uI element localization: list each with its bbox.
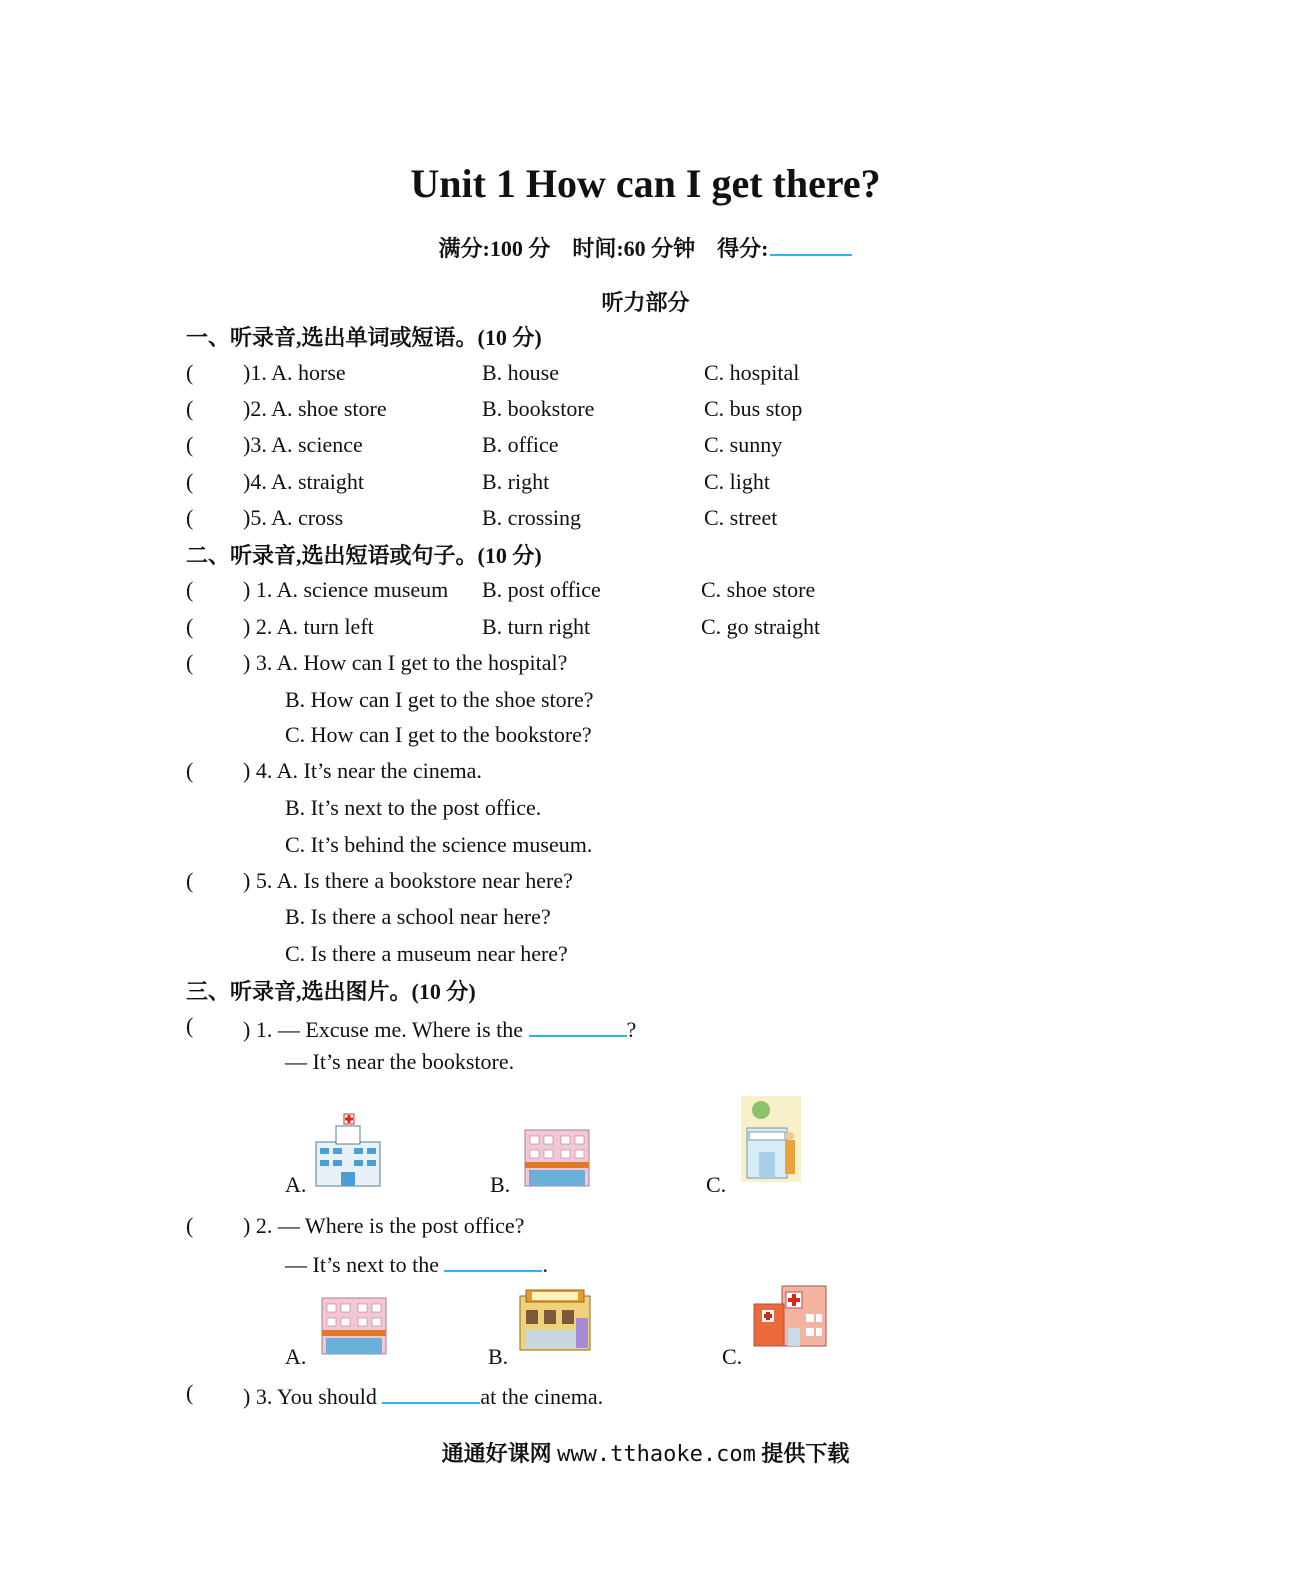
paren: ( [186,432,194,457]
s3-q2-blank[interactable] [444,1248,542,1272]
hospital-picture [314,1112,382,1188]
s1-q2-a: )2. A. shoe store [243,396,387,421]
s3-q1-text: ) 1. — Excuse me. Where is the [243,1017,524,1042]
s3-q2-line2 [285,1248,548,1278]
s2-q5-c: C. Is there a museum near here? [285,941,568,966]
s1-q4-a: )4. A. straight [243,469,364,494]
s3-q3-line1 [243,1380,603,1410]
s2-q2-b: B. turn right [482,614,591,639]
s2-q4-a: ) 4. A. It’s near the cinema. [243,758,482,783]
bookstore-picture [516,1288,594,1352]
paren: ( [186,469,194,494]
time-limit: 时间:60 分钟 [572,236,696,261]
s3-q3-text: ) 3. You should [243,1384,377,1409]
footer-url[interactable]: www.tthaoke.com [557,1442,756,1467]
paren: ( [186,360,194,385]
s3-q1-opt-b: B. [490,1172,511,1197]
s2-q2-c: C. go straight [701,614,821,639]
s2-q2-a: ) 2. A. turn left [243,614,374,639]
paren: ( [186,1013,194,1038]
s1-q4-b: B. right [482,469,550,494]
paren: ( [186,650,194,675]
page-title: Unit 1 How can I get there? [410,161,881,206]
s1-q3-c: C. sunny [704,432,783,457]
section1-title: 一、听录音,选出单词或短语。(10 分) [186,325,542,350]
exam-meta [0,232,1291,263]
s1-q4-c: C. light [704,469,771,494]
s3-q2-opt-b: B. [488,1344,509,1369]
s1-q5-b: B. crossing [482,505,581,530]
s2-q4-b: B. It’s next to the post office. [285,795,542,820]
s2-q3-c: C. How can I get to the bookstore? [285,722,592,747]
shoe-store-picture [318,1294,390,1356]
s3-q1-opt-a: A. [285,1172,307,1197]
s3-q2-opt-a: A. [285,1344,307,1369]
s3-q2-text: — It’s next to the [285,1252,439,1277]
footer [0,1437,1291,1468]
s3-q1-line2: — It’s near the bookstore. [285,1049,515,1074]
hospital-picture [752,1282,828,1348]
paren: ( [186,396,194,421]
footer-site: 通通好课网 [441,1441,552,1466]
paren: ( [186,1213,194,1238]
paren: ( [186,577,194,602]
s2-q1-b: B. post office [482,577,601,602]
paren: ( [186,1380,194,1405]
score-blank[interactable] [770,234,852,256]
s1-q1-a: )1. A. horse [243,360,346,385]
shoe-store-picture [521,1126,593,1188]
paren: ( [186,758,194,783]
s2-q3-b: B. How can I get to the shoe store? [285,687,594,712]
section3-title: 三、听录音,选出图片。(10 分) [186,979,476,1004]
s3-q1-blank[interactable] [529,1013,627,1037]
s1-q1-b: B. house [482,360,559,385]
section2-title: 二、听录音,选出短语或句子。(10 分) [186,543,542,568]
s2-q4-c: C. It’s behind the science museum. [285,832,593,857]
s3-q2-opt-c: C. [722,1344,743,1369]
s1-q5-c: C. street [704,505,778,530]
s1-q3-a: )3. A. science [243,432,363,457]
s1-q2-b: B. bookstore [482,396,595,421]
s1-q5-a: )5. A. cross [243,505,344,530]
s2-q5-a: ) 5. A. Is there a bookstore near here? [243,868,573,893]
cinema-picture [741,1096,801,1182]
score-label: 得分: [717,236,769,261]
s3-q2-line1: ) 2. — Where is the post office? [243,1213,525,1238]
paren: ( [186,614,194,639]
footer-download: 提供下载 [761,1441,850,1466]
paren: ( [186,505,194,530]
paren: ( [186,868,194,893]
s3-q1-opt-c: C. [706,1172,727,1197]
s3-q2-end: . [542,1252,548,1277]
s3-q3-end: at the cinema. [480,1384,604,1409]
full-score: 满分:100 分 [438,236,551,261]
s1-q1-c: C. hospital [704,360,800,385]
s1-q3-b: B. office [482,432,559,457]
s3-q1-end: ? [626,1017,637,1042]
listening-header: 听力部分 [601,290,690,315]
s3-q1-line1 [243,1013,636,1043]
s2-q5-b: B. Is there a school near here? [285,904,551,929]
s3-q3-blank[interactable] [382,1380,480,1404]
s2-q3-a: ) 3. A. How can I get to the hospital? [243,650,568,675]
s2-q1-a: ) 1. A. science museum [243,577,449,602]
s1-q2-c: C. bus stop [704,396,803,421]
s2-q1-c: C. shoe store [701,577,816,602]
